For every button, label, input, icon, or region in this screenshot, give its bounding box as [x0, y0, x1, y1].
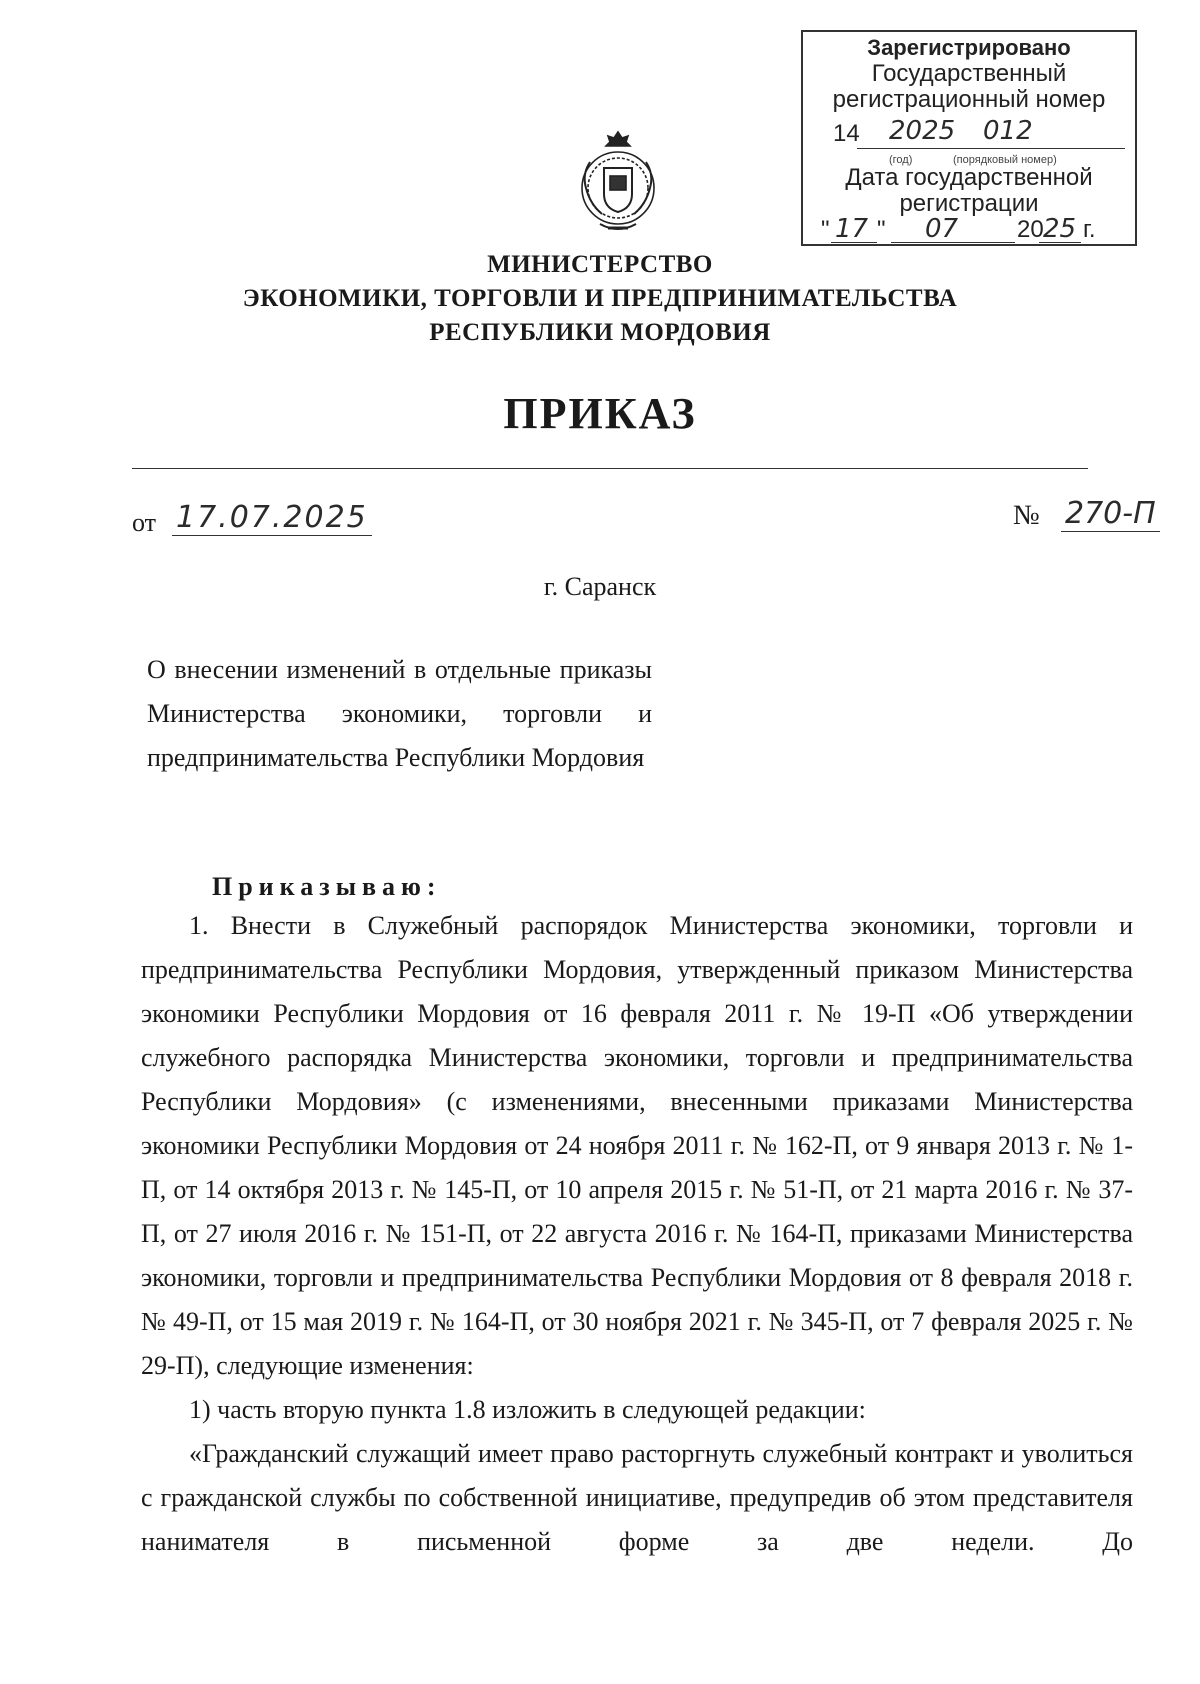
stamp-date-row: " 17 " 07 20 25 г. [821, 214, 1096, 244]
order-subject: О внесении изменений в отдельные приказы Министерства экономики, торговли и предпринимательства Республики Мордовия [147, 655, 652, 772]
stamp-year-end: г. [1083, 216, 1096, 243]
paragraph-2: 1) часть вторую пункта 1.8 изложить в следующей редакции: [189, 1395, 866, 1424]
stamp-month: 07 [925, 214, 959, 244]
city: г. Саранск [543, 572, 657, 601]
order-word: Приказываю: [212, 872, 442, 901]
order-date: 17.07.2025 [172, 500, 372, 536]
stamp-year-suffix: 25 [1043, 214, 1077, 244]
document-title: ПРИКАЗ [503, 389, 697, 438]
stamp-line1: Государственный [871, 60, 1067, 87]
order-body [141, 904, 1133, 1564]
stamp-registered: Зарегистрировано [867, 35, 1071, 60]
order-number: 270-П [1061, 496, 1160, 532]
stamp-reg-prefix: 14 [833, 120, 860, 147]
ministry-line3: РЕСПУБЛИКИ МОРДОВИЯ [429, 319, 771, 346]
registration-stamp [801, 30, 1137, 246]
stamp-caption-number: (порядковый номер) [953, 154, 1057, 166]
stamp-reg-year: 2025 [889, 116, 956, 146]
ministry-line2: ЭКОНОМИКИ, ТОРГОВЛИ И ПРЕДПРИНИМАТЕЛЬСТВА [242, 285, 958, 312]
number-label: № [1013, 500, 1040, 531]
stamp-date-line1: Дата государственной [845, 164, 1093, 191]
stamp-year-prefix: 20 [1017, 216, 1044, 243]
paragraph-1: 1. Внести в Служебный распорядок Министерства экономики, торговли и предпринимательства Республики Мордовия, утвержденный приказом Министерства экономики Республики Мордовия от 16 февраля 2011 г. № 19-П «Об утверждении служебного распорядка Министерства экономики, торговли и предпринимательства Республики Мордовия» (с изменениями, внесенными приказами Министерства экономики Республики Мордовия от 24 ноября 2011 г. № 162-П, от 9 января 2013 г. № 1-П, от 14 октября 2013 г. № 145-П, от 10 апреля 2015 г. № 51-П, от 21 марта 2016 г. № 37-П, от 27 июля 2016 г. № 151-П, от 22 августа 2016 г. № 164-П, приказами Министерства экономики, торговли и предпринимательства Республики Мордовия от 8 февраля 2018 г. № 49-П, от 15 мая 2019 г. № 164-П, от 30 ноября 2021 г. № 345-П, от 7 февраля 2025 г. № 29-П), следующие изменения: [141, 911, 1133, 1380]
ministry-line1: МИНИСТЕРСТВО [487, 251, 713, 278]
stamp-caption-year: (год) [889, 154, 913, 166]
paragraph-3: «Гражданский служащий имеет право расторгнуть служебный контракт и уволиться с гражданской службы по собственной инициативе, предупредив об этом представителя нанимателя в письменной форме за две недели. До [141, 1439, 1133, 1556]
stamp-reg-number: 012 [983, 116, 1033, 146]
title-divider [132, 468, 1088, 469]
stamp-date-line2: регистрации [899, 190, 1039, 217]
mordovia-coat-of-arms-icon [570, 128, 666, 236]
date-label: от [132, 508, 157, 537]
stamp-line2: регистрационный номер [832, 86, 1106, 113]
stamp-day: 17 [835, 214, 869, 244]
